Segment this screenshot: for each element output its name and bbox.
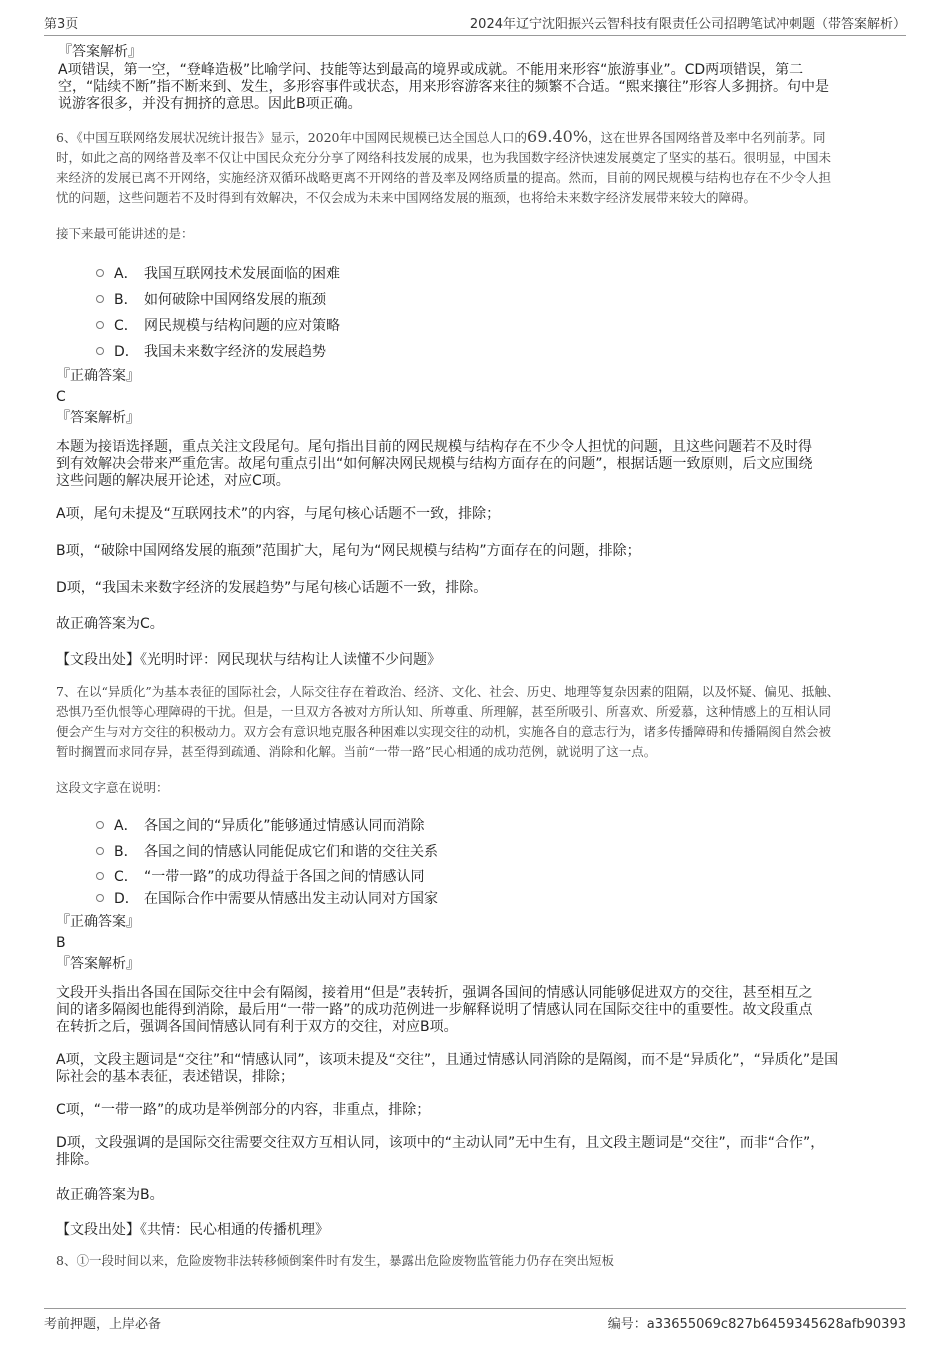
prev-analysis-line: A项错误，第一空，“登峰造极”比喻学问、技能等达到最高的境界或成就。不能用来形容“旅游事业”。CD两项错误，第二 [58, 62, 804, 78]
option-d[interactable]: D． 在国际合作中需要从情感出发主动认同对方国家 [96, 888, 906, 908]
question-7-line: 便会产生与对方交往的积极动力。双方会有意识地克服各种困难以实现交往的动机，实施各自的意志行为，诸多传播障碍和传播隔阂自然会被 [56, 724, 832, 739]
question-7-line: 暂时搁置而求同存异，甚至得到疏通、消除和化解。当前“一带一路”民心相通的成功范例，就说明了这一点。 [56, 744, 657, 759]
question-6-line: 忧的问题，这些问题若不及时得到有效解决，不仅会成为未来中国网络发展的瓶颈，也将给未来数字经济发展带来较大的障碍。 [56, 190, 757, 205]
option-d[interactable]: D． 我国未来数字经济的发展趋势 [96, 338, 906, 364]
analysis-paragraph: 本题为接语选择题，重点关注文段尾句。尾句指出目前的网民规模与结构存在不少令人担忧的问题，且这些问题若不及时得 到有效解决会带来严重危害。故尾句重点引出“如何解决网民规模与结构方面存在的问题”，根据话题一致原则，后文应围绕 这些问题的解决展开论述，对应C项。 [56, 439, 813, 489]
radio-icon[interactable] [96, 821, 104, 829]
document-body [56, 44, 906, 1271]
prev-analysis-label: 『答案解析』 [58, 44, 142, 60]
option-b[interactable]: B． 各国之间的情感认同能促成它们和谐的交往关系 [96, 838, 906, 864]
question-6 [56, 127, 906, 669]
option-c[interactable]: C． 网民规模与结构问题的应对策略 [96, 312, 906, 338]
analysis-paragraph: 故正确答案为C。 [56, 616, 164, 632]
question-7-line: 恐惧乃至仇恨等心理障碍的干扰。但是，一旦双方各被对方所认知、所尊重、所理解，甚至所吸引、所喜欢、所爱慕，这种情感上的互相认同 [56, 704, 832, 719]
analysis-label: 『答案解析』 [56, 410, 140, 426]
correct-answer: C [56, 389, 66, 405]
question-8-line: 8、①一段时间以来，危险废物非法转移倾倒案件时有发生，暴露出危险废物监管能力仍存在突出短板 [56, 1253, 614, 1268]
correct-answer-label: 『正确答案』 [56, 914, 140, 930]
question-6-text: 6、《中国互联网络发展状况统计报告》显示，2020年中国网民规模已达全国总人口的 [56, 130, 528, 145]
question-7-options [96, 812, 906, 908]
radio-icon[interactable] [96, 295, 104, 303]
question-6-line: 时，如此之高的网络普及率不仅让中国民众充分分享了网络科技发展的成果，也为我国数字经济快速发展奠定了坚实的基石。很明显，中国未 [56, 150, 832, 165]
option-a[interactable]: A． 我国互联网技术发展面临的困难 [96, 260, 906, 286]
question-7-prompt: 这段文字意在说明： [56, 780, 169, 795]
question-6-text: ，这在世界各国网络普及率中名列前茅。同 [588, 130, 826, 145]
analysis-paragraph: D项，“我国未来数字经济的发展趋势”与尾句核心话题不一致，排除。 [56, 580, 488, 596]
analysis-paragraph: 文段开头指出各国在国际交往中会有隔阂，接着用“但是”表转折，强调各国间的情感认同能够促进双方的交往，甚至相互之 间的诸多隔阂也能得到消除，最后用“一带一路”的成功范例进一步解释说明了情感认同在国际交往中的重要性。故文段重点 在转折之后，强调各国间情感认同有利于双方的交往，对应B项。 [56, 985, 813, 1035]
question-7-line: 7、在以“异质化”为基本表征的国际社会，人际交往存在着政治、经济、文化、社会、历史、地理等复杂因素的阻隔，以及怀疑、偏见、抵触、 [56, 684, 840, 699]
source-citation: 【文段出处】《光明时评：网民现状与结构让人读懂不少问题》 [56, 652, 441, 668]
prev-analysis-line: 说游客很多，并没有拥挤的意思。因此B项正确。 [58, 96, 362, 112]
source-citation: 【文段出处】《共情：民心相通的传播机理》 [56, 1222, 329, 1238]
document-id: 编号：a33655069c827b6459345628afb90393 [607, 1317, 906, 1332]
question-7 [56, 682, 906, 1239]
question-6-line: 来经济的发展已离不开网络，实施经济双循环战略更离不开网络的普及率及网络质量的提高。然而，目前的网民规模与结构也存在不少令人担 [56, 170, 832, 185]
prev-analysis-line: 空，“陆续不断”指不断来到、发生，多形容事件或状态，用来形容游客来往的频繁不合适。“熙来攘往”形容人多拥挤。句中是 [58, 79, 830, 95]
correct-answer-label: 『正确答案』 [56, 368, 140, 384]
analysis-paragraph: 故正确答案为B。 [56, 1187, 164, 1203]
question-6-options [96, 260, 906, 364]
analysis-paragraph: A项，文段主题词是“交往”和“情感认同”，该项未提及“交往”，且通过情感认同消除的是隔阂，而不是“异质化”，“异质化”是国 际社会的基本表征，表述错误，排除； [56, 1052, 839, 1085]
analysis-paragraph: B项，“破除中国网络发展的瓶颈”范围扩大，尾句为“网民规模与结构”方面存在的问题，排除； [56, 543, 641, 559]
radio-icon[interactable] [96, 894, 104, 902]
question-6-prompt: 接下来最可能讲述的是： [56, 226, 194, 241]
correct-answer: B [56, 935, 66, 951]
analysis-block [56, 985, 906, 1239]
analysis-block [56, 439, 906, 669]
option-b[interactable]: B． 如何破除中国网络发展的瓶颈 [96, 286, 906, 312]
analysis-label: 『答案解析』 [56, 956, 140, 972]
radio-icon[interactable] [96, 347, 104, 355]
radio-icon[interactable] [96, 847, 104, 855]
question-6-line [56, 127, 906, 148]
analysis-paragraph: D项，文段强调的是国际交往需要交往双方互相认同，该项中的“主动认同”无中生有，且文段主题词是“交往”，而非“合作”， 排除。 [56, 1135, 825, 1168]
percentage-value: 69.40% [527, 127, 589, 146]
footer-slogan: 考前押题，上岸必备 [44, 1317, 162, 1332]
analysis-paragraph: C项，“一带一路”的成功是举例部分的内容，非重点，排除； [56, 1102, 431, 1118]
document-title: 2024年辽宁沈阳振兴云智科技有限责任公司招聘笔试冲刺题（带答案解析） [469, 17, 906, 32]
option-c[interactable]: C． “一带一路”的成功得益于各国之间的情感认同 [96, 864, 906, 888]
prev-analysis [58, 44, 906, 113]
page-footer [44, 1308, 906, 1335]
radio-icon[interactable] [96, 269, 104, 277]
page-header [44, 10, 906, 36]
analysis-paragraph: A项，尾句未提及“互联网技术”的内容，与尾句核心话题不一致，排除； [56, 506, 501, 522]
page-number: 第3页 [44, 17, 79, 32]
radio-icon[interactable] [96, 321, 104, 329]
option-a[interactable]: A． 各国之间的“异质化”能够通过情感认同而消除 [96, 812, 906, 838]
radio-icon[interactable] [96, 872, 104, 880]
